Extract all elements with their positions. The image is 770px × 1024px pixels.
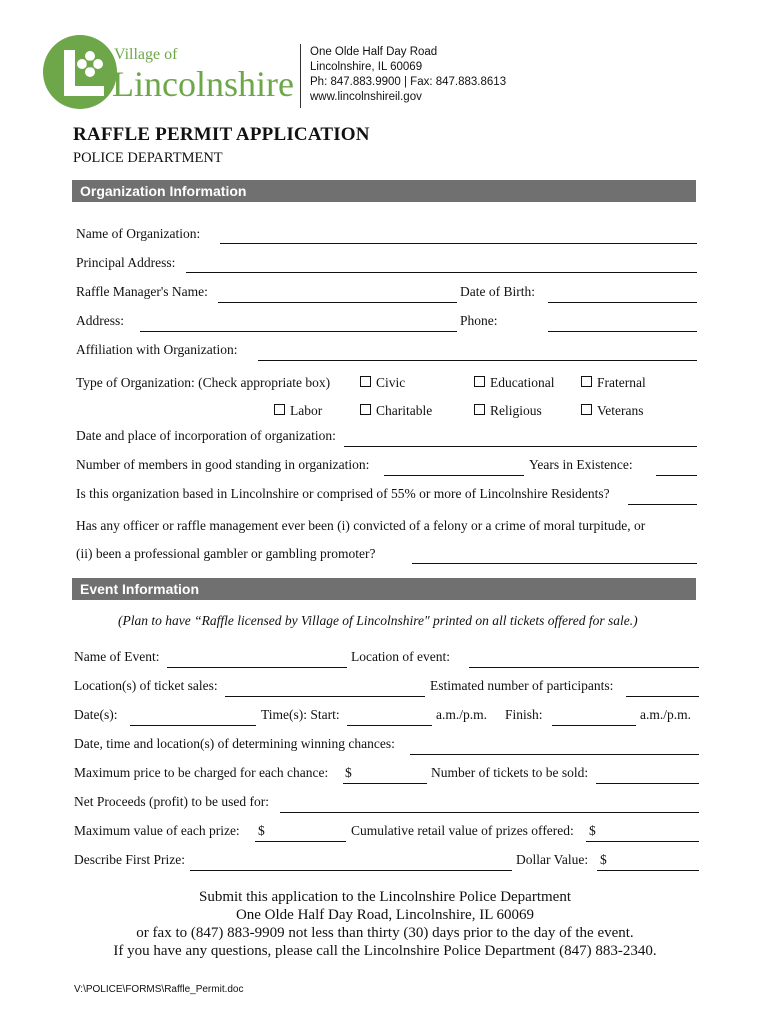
type-religious[interactable] bbox=[474, 403, 542, 419]
dollar-value-dollar: $ bbox=[600, 852, 607, 867]
civic-label: Civic bbox=[376, 375, 406, 390]
type-fraternal[interactable] bbox=[581, 375, 646, 391]
footer-line1: Submit this application to the Lincolnshire Police Department bbox=[198, 889, 571, 905]
convicted-field[interactable] bbox=[412, 563, 697, 564]
incorporation-label: Date and place of incorporation of organization: bbox=[76, 428, 336, 443]
net-proceeds-field[interactable] bbox=[280, 812, 699, 813]
labor-checkbox[interactable] bbox=[274, 404, 285, 415]
religious-label: Religious bbox=[490, 403, 542, 418]
members-field[interactable] bbox=[384, 475, 524, 476]
max-price-dollar: $ bbox=[345, 765, 352, 780]
principal-address-field[interactable] bbox=[186, 272, 697, 273]
religious-checkbox[interactable] bbox=[474, 404, 485, 415]
veterans-checkbox[interactable] bbox=[581, 404, 592, 415]
finish-field[interactable] bbox=[552, 725, 636, 726]
section-organization-header: Organization Information bbox=[72, 180, 696, 202]
first-prize-field[interactable] bbox=[190, 870, 512, 871]
event-note: (Plan to have “Raffle licensed by Village of Lincolnshire" printed on all tickets offered for sale.) bbox=[118, 613, 638, 628]
charitable-checkbox[interactable] bbox=[360, 404, 371, 415]
max-price-label: Maximum price to be charged for each chance: bbox=[74, 765, 329, 780]
based-label: Is this organization based in Lincolnshire or comprised of 55% or more of Lincolnshire Residents? bbox=[76, 486, 610, 501]
educational-checkbox[interactable] bbox=[474, 376, 485, 387]
dollar-value-label: Dollar Value: bbox=[516, 852, 589, 867]
ampm-start-label: a.m./p.m. bbox=[436, 707, 487, 722]
net-proceeds-label: Net Proceeds (profit) to be used for: bbox=[74, 794, 269, 809]
max-price-field[interactable] bbox=[343, 783, 427, 784]
type-civic[interactable] bbox=[360, 375, 405, 391]
address-field[interactable] bbox=[140, 331, 457, 332]
veterans-label: Veterans bbox=[597, 403, 644, 418]
event-location-label: Location of event: bbox=[351, 649, 450, 664]
event-name-field[interactable] bbox=[167, 667, 347, 668]
convicted-label-2: (ii) been a professional gambler or gambling promoter? bbox=[76, 546, 376, 561]
max-prize-dollar: $ bbox=[258, 823, 265, 838]
ampm-finish-label: a.m./p.m. bbox=[640, 707, 691, 722]
educational-label: Educational bbox=[490, 375, 555, 390]
cumulative-dollar: $ bbox=[589, 823, 596, 838]
logo-large-text: Lincolnshire bbox=[112, 64, 294, 104]
max-prize-label: Maximum value of each prize: bbox=[74, 823, 240, 838]
dob-label: Date of Birth: bbox=[460, 284, 535, 299]
phone-label: Phone: bbox=[460, 313, 498, 328]
charitable-label: Charitable bbox=[376, 403, 433, 418]
address-line2: Lincolnshire, IL 60069 bbox=[310, 61, 423, 73]
cumulative-field[interactable] bbox=[586, 841, 699, 842]
convicted-label-1: Has any officer or raffle management ever been (i) convicted of a felony or a crime of moral turpitude, or bbox=[76, 518, 646, 533]
header-divider bbox=[300, 44, 301, 108]
org-name-label: Name of Organization: bbox=[76, 226, 201, 241]
page-subtitle: POLICE DEPARTMENT bbox=[73, 150, 223, 166]
winning-field[interactable] bbox=[410, 754, 699, 755]
principal-address-label: Principal Address: bbox=[76, 255, 176, 270]
manager-name-field[interactable] bbox=[218, 302, 457, 303]
type-educational[interactable] bbox=[474, 375, 554, 391]
civic-checkbox[interactable] bbox=[360, 376, 371, 387]
type-veterans[interactable] bbox=[581, 403, 643, 419]
participants-label: Estimated number of participants: bbox=[430, 678, 614, 693]
address-line1: One Olde Half Day Road bbox=[310, 46, 438, 58]
participants-field[interactable] bbox=[626, 696, 699, 697]
time-start-field[interactable] bbox=[347, 725, 432, 726]
address-label: Address: bbox=[76, 313, 124, 328]
dates-field[interactable] bbox=[130, 725, 256, 726]
type-charitable[interactable] bbox=[360, 403, 432, 419]
winning-label: Date, time and location(s) of determining winning chances: bbox=[74, 736, 395, 751]
num-tickets-field[interactable] bbox=[596, 783, 699, 784]
file-path: V:\POLICE\FORMS\Raffle_Permit.doc bbox=[74, 984, 244, 995]
fraternal-label: Fraternal bbox=[597, 375, 646, 390]
manager-name-label: Raffle Manager's Name: bbox=[76, 284, 208, 299]
members-label: Number of members in good standing in organization: bbox=[76, 457, 370, 472]
logo-small-text: Village of bbox=[114, 46, 178, 63]
finish-label: Finish: bbox=[505, 707, 543, 722]
dates-label: Date(s): bbox=[74, 707, 118, 722]
event-name-label: Name of Event: bbox=[74, 649, 160, 664]
time-start-label: Time(s): Start: bbox=[261, 707, 340, 722]
website-link[interactable]: www.lincolnshireil.gov bbox=[310, 91, 422, 103]
event-location-field[interactable] bbox=[469, 667, 699, 668]
logo-circle-icon bbox=[42, 34, 118, 110]
years-label: Years in Existence: bbox=[529, 457, 633, 472]
header-contact bbox=[310, 45, 506, 105]
first-prize-label: Describe First Prize: bbox=[74, 852, 185, 867]
org-name-field[interactable] bbox=[220, 243, 697, 244]
ticket-locations-field[interactable] bbox=[225, 696, 425, 697]
village-logo bbox=[42, 34, 292, 110]
ticket-locations-label: Location(s) of ticket sales: bbox=[74, 678, 218, 693]
footer-line2: One Olde Half Day Road, Lincolnshire, IL 60069 bbox=[235, 907, 535, 923]
page-title: RAFFLE PERMIT APPLICATION bbox=[73, 124, 370, 145]
dollar-value-field[interactable] bbox=[597, 870, 699, 871]
org-type-label: Type of Organization: (Check appropriate box) bbox=[76, 375, 331, 390]
phone-fax: Ph: 847.883.9900 | Fax: 847.883.8613 bbox=[310, 76, 507, 88]
fraternal-checkbox[interactable] bbox=[581, 376, 592, 387]
dob-field[interactable] bbox=[548, 302, 697, 303]
section-event-header: Event Information bbox=[72, 578, 696, 600]
footer-line4: If you have any questions, please call the Lincolnshire Police Department (847) 883-2340. bbox=[113, 943, 657, 959]
years-field[interactable] bbox=[656, 475, 697, 476]
affiliation-label: Affiliation with Organization: bbox=[76, 342, 238, 357]
footer-line3: or fax to (847) 883-9909 not less than thirty (30) days prior to the day of the event. bbox=[136, 925, 634, 941]
max-prize-field[interactable] bbox=[255, 841, 346, 842]
affiliation-field[interactable] bbox=[258, 360, 697, 361]
incorporation-field[interactable] bbox=[344, 446, 697, 447]
based-field[interactable] bbox=[628, 504, 697, 505]
labor-label: Labor bbox=[290, 403, 323, 418]
num-tickets-label: Number of tickets to be sold: bbox=[431, 765, 589, 780]
phone-field[interactable] bbox=[548, 331, 697, 332]
cumulative-label: Cumulative retail value of prizes offered: bbox=[351, 823, 574, 838]
type-labor[interactable] bbox=[274, 403, 322, 419]
